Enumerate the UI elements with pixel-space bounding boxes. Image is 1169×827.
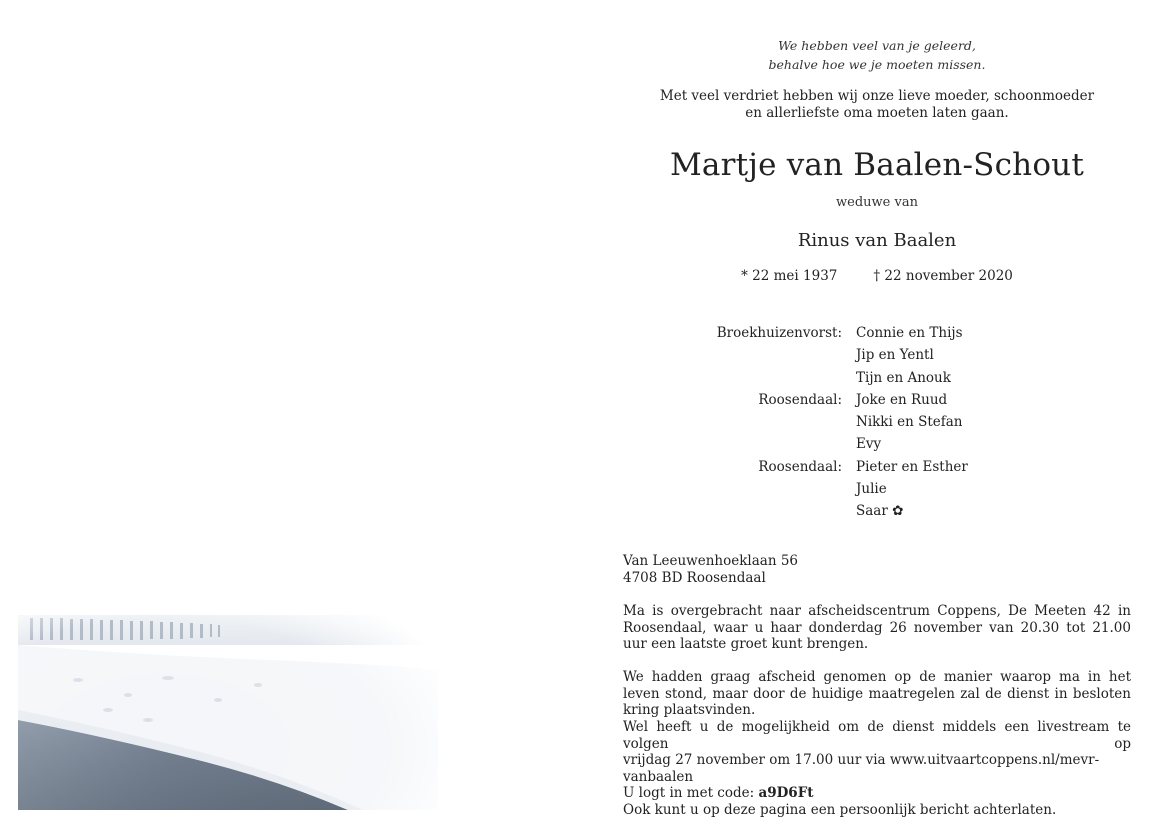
livestream-line-2: vrijdag 27 november om 17.00 uur via www.uitvaartcoppens.nl/mevr-vanbaalen [623,752,1100,785]
family-row [640,389,968,411]
family-row [640,456,968,478]
birth-date: * 22 mei 1937 [741,268,838,284]
family-place: Broekhuizenvorst: [716,325,842,341]
motto [600,36,1154,74]
family-names: Jip en Yentl [856,347,934,364]
family-names: Tijn en Anouk [856,369,951,386]
motto-line-2: behalve hoe we je moeten missen. [768,57,986,72]
family-place: Roosendaal: [758,391,842,408]
livestream-paragraph [623,719,1131,818]
message-line: Ook kunt u op deze pagina een persoonlijk bericht achterlaten. [623,801,1057,818]
intro-text [600,88,1154,122]
widow-label: weduwe van [836,195,918,210]
beach-image [18,560,438,810]
home-address [623,553,1131,586]
family-row [640,500,968,522]
life-dates [600,268,1154,284]
family-place: Roosendaal: [758,458,842,475]
deceased-name: Martje van Baalen-Schout [669,147,1085,183]
family-names: Evy [856,436,882,453]
family-names: Saar ✿ [856,503,904,520]
family-row [640,322,968,344]
family-names: Connie en Thijs [856,325,963,341]
motto-line-1: We hebben veel van je geleerd, [778,38,976,53]
family-row [640,411,968,433]
login-line [623,785,1131,802]
intro-line-1: Met veel verdriet hebben wij onze lieve moeder, schoonmoeder [659,88,1095,104]
family-row [640,433,968,455]
husband-name: Rinus van Baalen [797,230,957,251]
service-paragraph: We hadden graag afscheid genomen op de manier waarop ma in het leven stond, maar door de huidige maatregelen zal de dienst in besloten kring plaatsvinden. [623,669,1131,718]
family-names: Joke en Ruud [856,391,948,408]
login-code: a9D6Ft [758,785,814,801]
family-names: Nikki en Stefan [856,414,963,431]
family-row [640,478,968,500]
family-list [640,322,968,523]
login-label: U logt in met code: [623,785,759,801]
viewing-paragraph: Ma is overgebracht naar afscheidscentrum Coppens, De Meeten 42 in Roosendaal, waar u haar donderdag 26 november van 20.30 tot 21.00 uur een laatste groet kunt brengen. [623,603,1131,652]
address-line-1: Van Leeuwenhoeklaan 56 [623,553,798,569]
family-row [640,344,968,366]
intro-line-2: en allerliefste oma moeten laten gaan. [745,105,1009,121]
death-date: † 22 november 2020 [873,268,1013,284]
family-row [640,367,968,389]
livestream-line-1: Wel heeft u de mogelijkheid om de dienst middels een livestream te volgen op [623,719,1131,752]
address-line-2: 4708 BD Roosendaal [623,569,766,586]
family-names: Pieter en Esther [856,458,968,475]
family-names: Julie [856,481,887,498]
